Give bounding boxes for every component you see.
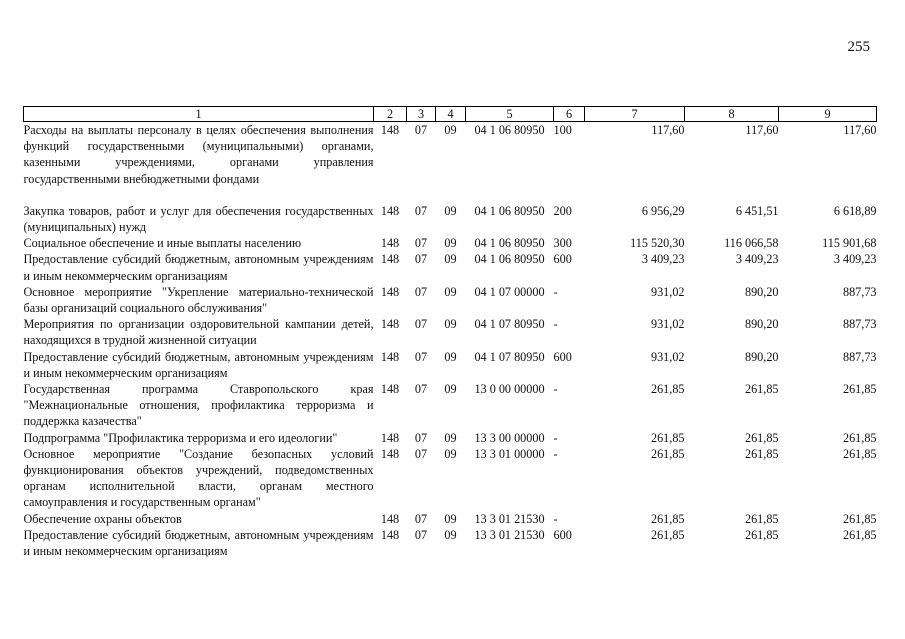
row-code-4: 09 bbox=[444, 317, 457, 332]
row-code-3: 07 bbox=[414, 317, 428, 332]
row-value-7: 3 409,23 bbox=[641, 252, 685, 267]
row-name: Государственная программа Ставропольского края "Межнациональные отношения, профилактика терроризма и поддержка казачества" bbox=[23, 382, 374, 429]
row-code-3: 07 bbox=[414, 123, 428, 137]
row-name: Предоставление субсидий бюджетным, автономным учреждениям и иным некоммерческим организациям bbox=[23, 349, 374, 380]
row-code-4: 09 bbox=[444, 382, 457, 397]
row-value-8: 261,85 bbox=[744, 527, 779, 542]
row-code-5: 04 1 06 80950 bbox=[474, 203, 545, 218]
table-header-row bbox=[24, 107, 877, 122]
row-code-3: 07 bbox=[414, 511, 428, 526]
table-row bbox=[24, 251, 877, 283]
row-value-9: 117,60 bbox=[843, 123, 877, 137]
budget-table bbox=[23, 106, 877, 559]
row-name: Расходы на выплаты персоналу в целях обеспечения выполнения функций государственными (муниципальными) органами, казенными учреждениями, органами управления государственными внебюджетными фондами bbox=[23, 123, 374, 186]
row-code-3: 07 bbox=[414, 203, 428, 218]
row-value-7: 931,02 bbox=[650, 317, 685, 332]
row-code-6: - bbox=[553, 430, 558, 445]
row-code-2: 148 bbox=[380, 236, 400, 251]
column-header: 9 bbox=[779, 107, 877, 122]
row-value-9: 261,85 bbox=[842, 382, 877, 397]
row-code-2: 148 bbox=[380, 446, 400, 461]
row-code-5: 04 1 06 80950 bbox=[474, 123, 545, 137]
row-code-4: 09 bbox=[444, 236, 457, 251]
row-value-8: 261,85 bbox=[744, 511, 779, 526]
column-header: 5 bbox=[466, 107, 554, 122]
row-code-5: 04 1 06 80950 bbox=[474, 236, 545, 251]
row-code-2: 148 bbox=[380, 382, 400, 397]
row-code-5: 13 3 01 21530 bbox=[474, 511, 545, 526]
row-value-8: 890,20 bbox=[744, 284, 779, 299]
row-code-2: 148 bbox=[380, 317, 400, 332]
row-code-4: 09 bbox=[444, 446, 457, 461]
table-row bbox=[24, 203, 877, 235]
row-code-2: 148 bbox=[380, 511, 400, 526]
table-row bbox=[24, 430, 877, 446]
table-row bbox=[24, 511, 877, 527]
column-header: 3 bbox=[407, 107, 436, 122]
row-value-7: 261,85 bbox=[650, 430, 685, 445]
row-value-8: 3 409,23 bbox=[735, 252, 779, 267]
row-value-8: 261,85 bbox=[744, 430, 779, 445]
row-code-6: - bbox=[553, 446, 558, 461]
column-header: 8 bbox=[685, 107, 779, 122]
row-value-9: 261,85 bbox=[842, 430, 877, 445]
row-name: Социальное обеспечение и иные выплаты населению bbox=[23, 236, 302, 251]
column-header: 4 bbox=[436, 107, 466, 122]
row-name: Мероприятия по организации оздоровительной кампании детей, находящихся в трудной жизненной ситуации bbox=[23, 317, 374, 348]
row-code-4: 09 bbox=[444, 123, 457, 137]
table-row bbox=[24, 284, 877, 316]
row-value-7: 261,85 bbox=[650, 446, 685, 461]
table-row bbox=[24, 316, 877, 348]
row-value-8: 261,85 bbox=[744, 382, 779, 397]
row-code-6: - bbox=[553, 382, 558, 397]
row-value-8: 890,20 bbox=[744, 349, 779, 364]
row-name: Предоставление субсидий бюджетным, автономным учреждениям и иным некоммерческим организациям bbox=[23, 527, 374, 559]
row-value-7: 931,02 bbox=[650, 284, 685, 299]
row-code-6: 600 bbox=[553, 527, 572, 542]
row-code-3: 07 bbox=[414, 382, 428, 397]
row-value-9: 6 618,89 bbox=[833, 203, 877, 218]
row-code-6: - bbox=[553, 284, 558, 299]
row-value-7: 115 520,30 bbox=[630, 236, 685, 251]
row-code-6: - bbox=[553, 511, 558, 526]
row-code-6: 100 bbox=[553, 123, 572, 137]
column-header: 1 bbox=[24, 107, 374, 122]
row-name: Закупка товаров, работ и услуг для обеспечения государственных (муниципальных) нужд bbox=[23, 203, 374, 235]
row-code-5: 04 1 07 80950 bbox=[474, 317, 545, 332]
row-code-3: 07 bbox=[414, 349, 428, 364]
row-code-4: 09 bbox=[444, 430, 457, 445]
row-code-5: 04 1 06 80950 bbox=[474, 252, 545, 267]
row-code-4: 09 bbox=[444, 284, 457, 299]
row-code-4: 09 bbox=[444, 527, 457, 542]
row-value-9: 887,73 bbox=[842, 284, 877, 299]
table-row bbox=[24, 235, 877, 251]
row-name: Основное мероприятие "Укрепление материально-технической базы организаций социального обслуживания" bbox=[23, 284, 374, 316]
table-row bbox=[24, 381, 877, 430]
table-row bbox=[24, 446, 877, 511]
row-code-2: 148 bbox=[380, 252, 400, 267]
table-row bbox=[24, 527, 877, 559]
row-code-5: 13 3 00 00000 bbox=[474, 430, 545, 445]
row-code-5: 13 0 00 00000 bbox=[474, 382, 545, 397]
row-code-5: 04 1 07 00000 bbox=[474, 284, 545, 299]
column-header: 7 bbox=[585, 107, 685, 122]
row-value-7: 261,85 bbox=[650, 511, 685, 526]
row-code-3: 07 bbox=[414, 284, 428, 299]
row-code-4: 09 bbox=[444, 252, 457, 267]
row-code-3: 07 bbox=[414, 527, 428, 542]
row-value-7: 261,85 bbox=[650, 527, 685, 542]
row-value-7: 6 956,29 bbox=[641, 203, 685, 218]
row-value-8: 261,85 bbox=[744, 446, 779, 461]
row-value-9: 115 901,68 bbox=[822, 236, 877, 251]
row-code-3: 07 bbox=[414, 430, 428, 445]
row-value-9: 887,73 bbox=[842, 317, 877, 332]
row-code-2: 148 bbox=[380, 349, 400, 364]
row-name: Подпрограмма "Профилактика терроризма и его идеологии" bbox=[23, 430, 338, 445]
row-value-7: 931,02 bbox=[650, 349, 685, 364]
row-code-5: 13 3 01 21530 bbox=[474, 527, 545, 542]
column-header: 2 bbox=[374, 107, 407, 122]
page-number: 255 bbox=[847, 39, 870, 55]
row-code-6: 200 bbox=[553, 203, 572, 218]
row-code-3: 07 bbox=[414, 236, 428, 251]
row-value-8: 890,20 bbox=[744, 317, 779, 332]
row-value-9: 261,85 bbox=[842, 511, 877, 526]
row-code-3: 07 bbox=[414, 446, 428, 461]
row-name: Основное мероприятие "Создание безопасных условий функционирования объектов учреждений, подведомственных органам исполнительной власти, органам местного самоуправления и государственным органам" bbox=[23, 446, 374, 510]
row-code-2: 148 bbox=[380, 203, 400, 218]
row-code-2: 148 bbox=[380, 430, 400, 445]
row-value-8: 116 066,58 bbox=[724, 236, 779, 251]
table-body bbox=[24, 122, 877, 560]
table-row bbox=[24, 349, 877, 381]
row-code-2: 148 bbox=[380, 123, 400, 137]
row-name: Обеспечение охраны объектов bbox=[23, 511, 182, 526]
row-code-2: 148 bbox=[380, 527, 400, 542]
row-code-6: 600 bbox=[553, 252, 572, 267]
row-code-5: 04 1 07 80950 bbox=[474, 349, 545, 364]
table-row bbox=[24, 122, 877, 203]
row-code-4: 09 bbox=[444, 511, 457, 526]
row-name: Предоставление субсидий бюджетным, автономным учреждениям и иным некоммерческим организациям bbox=[23, 252, 374, 283]
row-code-6: 300 bbox=[553, 236, 572, 251]
row-value-8: 117,60 bbox=[745, 123, 779, 137]
column-header: 6 bbox=[554, 107, 585, 122]
row-code-6: - bbox=[553, 317, 558, 332]
row-code-4: 09 bbox=[444, 349, 457, 364]
row-code-4: 09 bbox=[444, 203, 457, 218]
row-value-9: 261,85 bbox=[842, 527, 877, 542]
row-value-9: 261,85 bbox=[842, 446, 877, 461]
row-code-6: 600 bbox=[553, 349, 572, 364]
row-value-7: 261,85 bbox=[650, 382, 685, 397]
row-code-5: 13 3 01 00000 bbox=[474, 446, 545, 461]
row-value-9: 887,73 bbox=[842, 349, 877, 364]
row-value-9: 3 409,23 bbox=[833, 252, 877, 267]
row-code-3: 07 bbox=[414, 252, 428, 267]
row-value-7: 117,60 bbox=[651, 123, 685, 137]
row-code-2: 148 bbox=[380, 284, 400, 299]
row-value-8: 6 451,51 bbox=[735, 203, 779, 218]
